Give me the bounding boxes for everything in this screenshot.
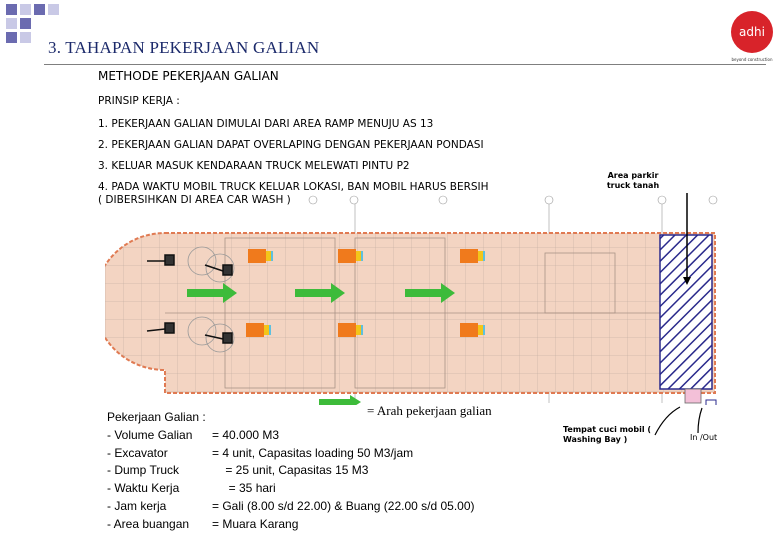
summary-label: - Jam kerja <box>107 499 167 513</box>
parking-note-line2: truck tanah <box>606 181 660 190</box>
principle-item-4-cont: ( DIBERSIHKAN DI AREA CAR WASH ) <box>98 194 291 206</box>
truck-parking-area <box>660 235 712 389</box>
summary-value: = 40.000 M3 <box>212 427 280 442</box>
deco-square <box>6 4 17 15</box>
logo-tagline: beyond construction <box>731 57 773 62</box>
summary-title: Pekerjaan Galian : <box>107 410 206 424</box>
callout-connectors <box>640 405 720 455</box>
summary-label: - Excavator <box>107 445 168 460</box>
legend-label: = Arah pekerjaan galian <box>367 403 492 418</box>
parking-note <box>604 171 662 191</box>
deco-square <box>20 18 31 29</box>
logo-wordmark: adhi <box>739 25 765 39</box>
deco-square <box>6 18 17 29</box>
deco-square <box>20 32 31 43</box>
principle-item-1: 1. PEKERJAAN GALIAN DIMULAI DARI AREA RAMP MENUJU AS 13 <box>98 118 434 130</box>
excavation-site-plan <box>105 193 748 405</box>
inout-note: In /Out <box>690 433 718 442</box>
deco-square <box>34 4 45 15</box>
deco-square <box>6 32 17 43</box>
title-divider <box>44 64 766 65</box>
principle-item-4: 4. PADA WAKTU MOBIL TRUCK KELUAR LOKASI, BAN MOBIL HARUS BERSIH <box>98 181 489 193</box>
wash-note-line1: Tempat cuci mobil ( <box>563 425 652 434</box>
principle-item-2: 2. PEKERJAAN GALIAN DAPAT OVERLAPING DENGAN PEKERJAAN PONDASI <box>98 139 484 151</box>
principle-label: PRINSIP KERJA : <box>98 95 180 107</box>
deco-square <box>20 4 31 15</box>
company-logo <box>728 8 776 68</box>
summary-value: = 25 unit, Capasitas 15 M3 <box>212 463 369 478</box>
summary-value: = 35 hari <box>212 481 276 496</box>
parking-note-line1: Area parkir <box>607 171 659 180</box>
summary-value: = Muara Karang <box>212 516 299 531</box>
summary-value: = 4 unit, Capasitas loading 50 M3/jam <box>212 445 414 460</box>
summary-label: - Area buangan <box>107 516 190 531</box>
washing-bay <box>685 389 701 403</box>
deco-square <box>48 4 59 15</box>
summary-label: - Volume Galian <box>107 427 193 442</box>
slide-title: 3. TAHAPAN PEKERJAAN GALIAN <box>48 38 320 57</box>
summary-value: = Gali (8.00 s/d 22.00) & Buang (22.00 s/d 05.00) <box>212 499 475 513</box>
summary-label: - Waktu Kerja <box>107 481 180 496</box>
wash-note-line2: Washing Bay ) <box>563 435 628 444</box>
wash-note <box>563 425 651 445</box>
method-heading: METHODE PEKERJAAN GALIAN <box>98 69 279 83</box>
summary-label: - Dump Truck <box>107 463 180 478</box>
principle-item-3: 3. KELUAR MASUK KENDARAAN TRUCK MELEWATI PINTU P2 <box>98 160 410 172</box>
